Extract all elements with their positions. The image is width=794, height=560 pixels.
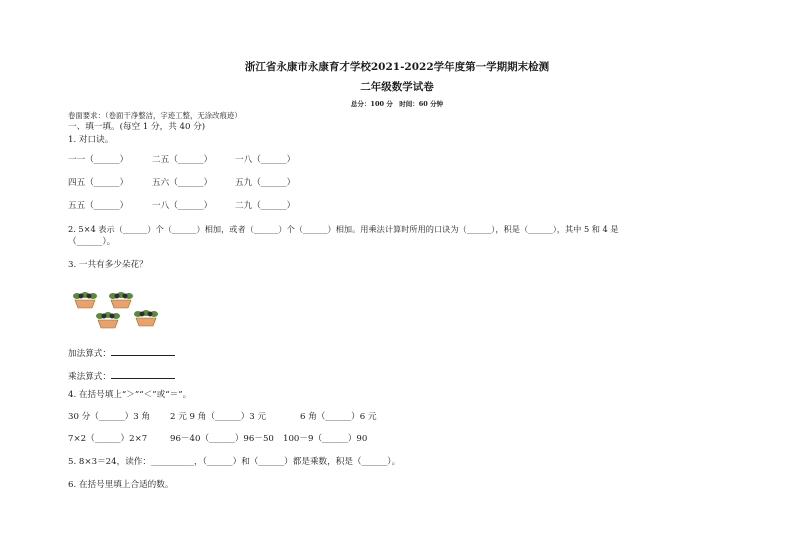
q4-item: 7×2（______）2×7 bbox=[68, 434, 148, 444]
q3-add-label: 加法算式： bbox=[68, 349, 111, 359]
q1-item: 五六（______） bbox=[152, 178, 213, 188]
q1-item: 一八（______） bbox=[152, 201, 213, 211]
q3-add-answer-blank[interactable] bbox=[111, 345, 175, 356]
q4-item: 30 分（______）3 角 bbox=[68, 412, 151, 422]
q3-mul-answer-blank[interactable] bbox=[111, 368, 175, 379]
q4-item: 100－9（______）90 bbox=[283, 434, 368, 444]
q4-item: 2 元 9 角（______）3 元 bbox=[170, 412, 267, 422]
exam-meta: 总分：100 分 时间：60 分钟 bbox=[350, 100, 444, 108]
q3-mul-row bbox=[68, 368, 175, 383]
q4-item: 96－40（______）96－50 bbox=[170, 434, 274, 444]
flower-pot-icon bbox=[95, 311, 121, 329]
page-subtitle: 二年级数学试卷 bbox=[360, 81, 434, 93]
q5-text: 5. 8×3＝24，读作：__________，（______）和（______）都是乘数，积是（______）。 bbox=[68, 457, 401, 467]
q4-item: 6 角（______）6 元 bbox=[300, 412, 377, 422]
q1-item: 四五（______） bbox=[68, 178, 129, 188]
q1-item: 五九（______） bbox=[235, 178, 296, 188]
q1-item: 一一（______） bbox=[68, 155, 129, 165]
q3-label: 3. 一共有多少朵花？ bbox=[68, 260, 148, 270]
flower-pot-icon bbox=[72, 291, 98, 309]
q2-line1: 2. 5×4 表示（______）个（______）相加，或者（______）个（______）相加。用乘法计算时所用的口诀为（______），积是（______），其中 5 和 4 是 bbox=[68, 224, 619, 234]
page-title: 浙江省永康市永康育才学校2021-2022学年度第一学期期末检测 bbox=[244, 61, 550, 73]
requirement-text: 卷面要求：（卷面干净整洁，字迹工整，无涂改痕迹） bbox=[68, 111, 242, 120]
flower-pot-icon bbox=[133, 309, 159, 327]
q1-label: 1. 对口诀。 bbox=[68, 135, 114, 145]
flower-pot-icon bbox=[108, 291, 134, 309]
q1-item: 一八（______） bbox=[235, 155, 296, 165]
q4-label: 4. 在括号填上“＞”“＜”或“＝”。 bbox=[68, 390, 192, 400]
q3-mul-label: 乘法算式： bbox=[68, 372, 111, 382]
q1-item: 二九（______） bbox=[235, 201, 296, 211]
q1-item: 五五（______） bbox=[68, 201, 129, 211]
q6-text: 6. 在括号里填上合适的数。 bbox=[68, 480, 174, 490]
q3-add-row bbox=[68, 345, 175, 360]
q1-item: 二五（______） bbox=[152, 155, 213, 165]
section1-heading: 一、填一填。(每空 1 分，共 40 分) bbox=[68, 122, 206, 132]
q2-line2: （______）。 bbox=[68, 237, 116, 247]
